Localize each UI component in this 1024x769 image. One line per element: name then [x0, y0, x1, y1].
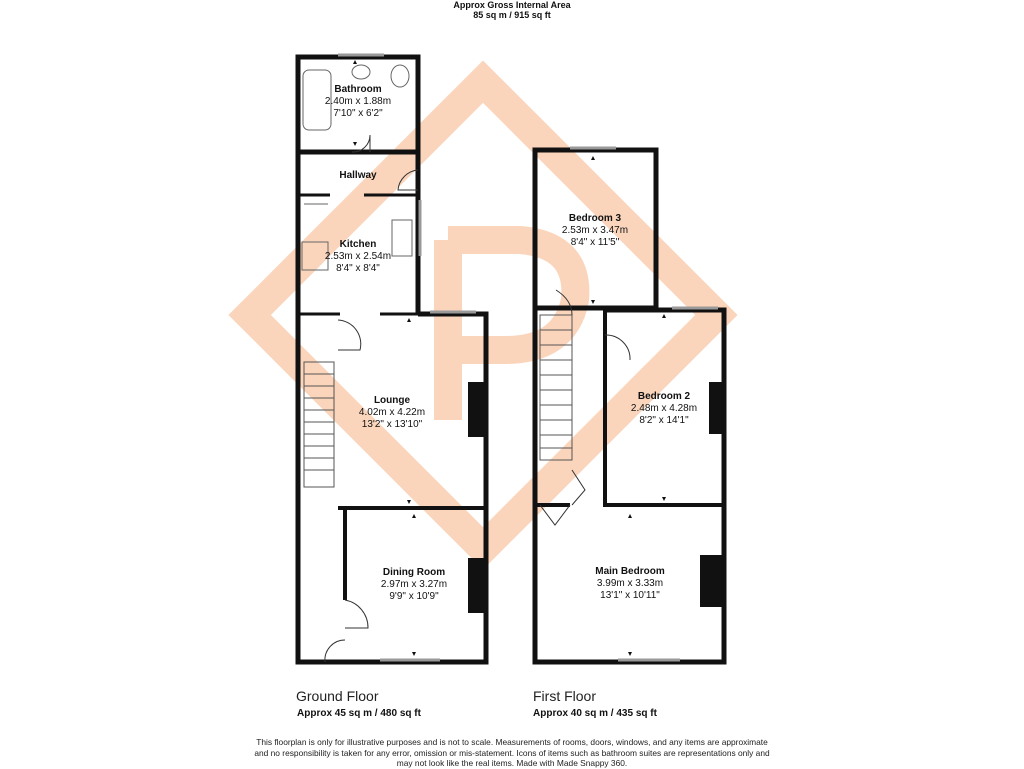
room-metric-size: 2.40m x 1.88m: [324, 96, 392, 107]
ground-floor-area: Approx 45 sq m / 480 sq ft: [297, 708, 421, 719]
room-label-bedroom-2: [614, 391, 714, 427]
room-metric-size: 2.53m x 2.54m: [324, 251, 392, 262]
room-name: Bedroom 2: [637, 391, 691, 402]
room-name: Lounge: [373, 395, 411, 406]
room-name: Hallway: [339, 170, 377, 181]
room-name: Bathroom: [334, 84, 382, 95]
room-imperial-size: 13'1" x 10'11": [600, 590, 660, 601]
basin-icon: [352, 65, 370, 79]
room-name: Dining Room: [382, 567, 446, 578]
disclaimer-line: may not look like the real items. Made with Made Snappy 360.: [396, 758, 628, 768]
room-imperial-size: 13'2" x 13'10": [361, 419, 423, 430]
gross-area-value: 85 sq m / 915 sq ft: [473, 10, 551, 20]
room-metric-size: 2.97m x 3.27m: [380, 579, 448, 590]
room-imperial-size: 7'10" x 6'2": [333, 108, 383, 119]
room-label-kitchen: [318, 239, 398, 275]
gross-area-title: Approx Gross Internal Area: [453, 0, 571, 10]
disclaimer: [230, 737, 794, 769]
first-floor-title: First Floor: [533, 688, 596, 704]
disclaimer-line: and no responsibility is taken for any error, omission or mis-statement. Icons of items such as bathroom suites are representations only and: [254, 747, 770, 758]
room-label-dining-room: [364, 567, 464, 603]
room-imperial-size: 8'4" x 11'5": [570, 237, 620, 248]
room-metric-size: 4.02m x 4.22m: [358, 407, 426, 418]
ground-floor-title: Ground Floor: [296, 688, 379, 704]
room-imperial-size: 9'9" x 10'9": [389, 591, 439, 602]
room-label-bathroom: [318, 84, 398, 120]
room-label-hallway: [318, 170, 398, 182]
room-label-bedroom-3: [545, 213, 645, 249]
room-name: Kitchen: [339, 239, 377, 250]
room-metric-size: 2.48m x 4.28m: [630, 403, 698, 414]
first-floor-area: Approx 40 sq m / 435 sq ft: [533, 708, 657, 719]
disclaimer-line: This floorplan is only for illustrative purposes and is not to scale. Measurements of rooms, doors, windows, and any items are approximate: [256, 737, 768, 747]
room-name: Main Bedroom: [595, 566, 665, 577]
room-metric-size: 2.53m x 3.47m: [561, 225, 629, 236]
room-name: Bedroom 3: [568, 213, 622, 224]
room-label-main-bedroom: [575, 566, 685, 602]
room-metric-size: 3.99m x 3.33m: [596, 578, 664, 589]
room-label-lounge: [342, 395, 442, 431]
room-imperial-size: 8'4" x 8'4": [336, 263, 380, 274]
room-imperial-size: 8'2" x 14'1": [639, 415, 689, 426]
